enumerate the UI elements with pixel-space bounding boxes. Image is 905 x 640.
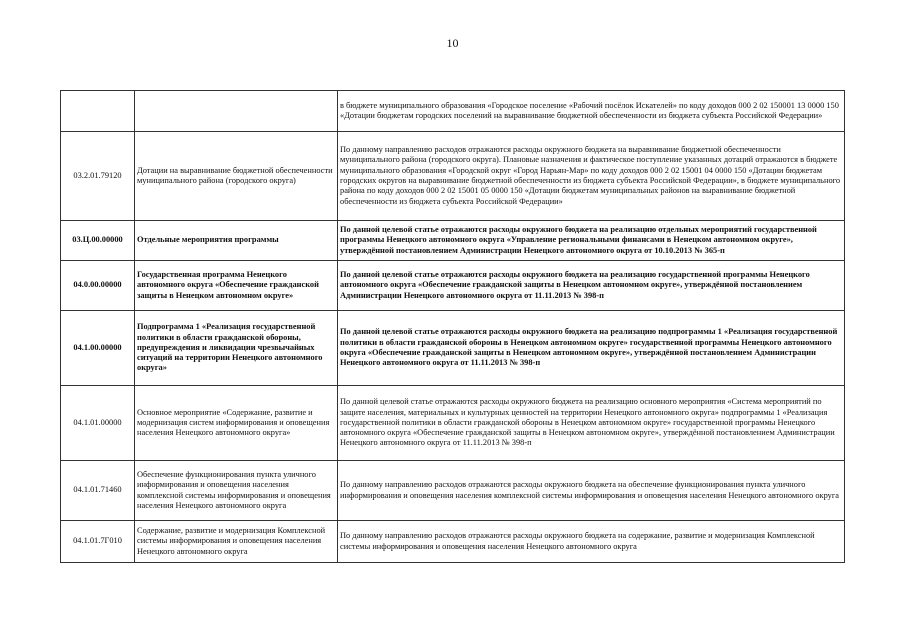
table-row <box>61 461 845 521</box>
row-code: 04.0.00.00000 <box>61 261 135 311</box>
row-description: По данному направлению расходов отражаются расходы окружного бюджета на содержание, развитие и модернизация Комплексной системы информирования и оповещения населения Ненецкого автономного округа <box>338 521 845 563</box>
row-description: По данному направлению расходов отражаются расходы окружного бюджета на выравнивание бюджетной обеспеченности муниципального района (городского округа). Плановые назначения и фактическое поступление указанных дотаций отражаются в бюджете муниципального образования «Городской округ «Город Нарьян-Мар» по коду доходов 000 2 02 15001 04 0000 150 «Дотации бюджетам городских округов на выравнивание бюджетной обеспеченности из бюджета субъекта Российской Федерации», в бюджете муниципального района по коду доходов 000 2 02 15001 05 0000 150 «Дотации бюджетам муниципальных районов на выравнивание бюджетной обеспеченности из бюджета субъекта Российской Федерации» <box>338 132 845 221</box>
row-code: 04.1.01.00000 <box>61 386 135 461</box>
table-row <box>61 221 845 261</box>
row-description: По данной целевой статье отражаются расходы окружного бюджета на реализацию государственной программы Ненецкого автономного округа «Обеспечение гражданской защиты в Ненецком автономном округе», утверждённой постановлением Администрации Ненецкого автономного округа от 11.11.2013 № 398-п <box>338 261 845 311</box>
row-name: Дотации на выравнивание бюджетной обеспеченности муниципального района (городского округа) <box>135 132 338 221</box>
row-description: По данному направлению расходов отражаются расходы окружного бюджета на обеспечение функционирования пункта уличного информирования и оповещения населения комплексной системы информирования и оповещения населения Ненецкого автономного округа <box>338 461 845 521</box>
row-name <box>135 91 338 132</box>
table-row <box>61 386 845 461</box>
page-number: 10 <box>446 36 459 50</box>
table-row <box>61 311 845 386</box>
row-code <box>61 91 135 132</box>
table-row <box>61 521 845 563</box>
table-row <box>61 91 845 132</box>
row-name: Содержание, развитие и модернизация Комплексной системы информирования и оповещения населения Ненецкого автономного округа <box>135 521 338 563</box>
row-description: в бюджете муниципального образования «Городское поселение «Рабочий посёлок Искателей» по коду доходов 000 2 02 150001 13 0000 150 «Дотации бюджетам городских поселений на выравнивание бюджетной обеспеченности из бюджета субъекта Российской Федерации» <box>338 91 845 132</box>
table-row <box>61 261 845 311</box>
table-row <box>61 132 845 221</box>
row-description: По данной целевой статье отражаются расходы окружного бюджета на реализацию основного мероприятия «Система мероприятий по защите населения, материальных и культурных ценностей на территории Ненецкого автономного округа» подпрограммы 1 «Реализация государственной политики в области гражданской обороны в Ненецком автономном округе» государственной программы Ненецкого автономного округа «Обеспечение гражданской защиты в Ненецком автономном округе», утверждённой постановлением Администрации Ненецкого автономного округа от 11.11.2013 № 398-п <box>338 386 845 461</box>
row-name: Отдельные мероприятия программы <box>135 221 338 261</box>
budget-classification-table <box>60 90 845 563</box>
row-description: По данной целевой статье отражаются расходы окружного бюджета на реализацию отдельных мероприятий государственной программы Ненецкого автономного округа «Управление региональными финансами в Ненецком автономном округе», утверждённой постановлением Администрации Ненецкого автономного округа от 10.10.2013 № 365-п <box>338 221 845 261</box>
row-code: 04.1.01.71460 <box>61 461 135 521</box>
row-name: Основное мероприятие «Содержание, развитие и модернизация систем информирования и оповещения населения Ненецкого автономного округа» <box>135 386 338 461</box>
row-code: 04.1.01.7Г010 <box>61 521 135 563</box>
row-name: Государственная программа Ненецкого автономного округа «Обеспечение гражданской защиты в Ненецком автономном округе» <box>135 261 338 311</box>
row-code: 03.Ц.00.00000 <box>61 221 135 261</box>
row-code: 03.2.01.79120 <box>61 132 135 221</box>
row-description: По данной целевой статье отражаются расходы окружного бюджета на реализацию подпрограммы 1 «Реализация государственной политики в области гражданской обороны в Ненецком автономном округе» государственной программы Ненецкого автономного округа «Обеспечение гражданской защиты в Ненецком автономном округе», утверждённой постановлением Администрации Ненецкого автономного округа от 11.11.2013 № 398-п <box>338 311 845 386</box>
row-code: 04.1.00.00000 <box>61 311 135 386</box>
row-name: Обеспечение функционирования пункта уличного информирования и оповещения населения комплексной системы информирования и оповещения населения Ненецкого автономного округа <box>135 461 338 521</box>
row-name: Подпрограмма 1 «Реализация государственной политики в области гражданской обороны, предупреждения и ликвидации чрезвычайных ситуаций на территории Ненецкого автономного округа» <box>135 311 338 386</box>
